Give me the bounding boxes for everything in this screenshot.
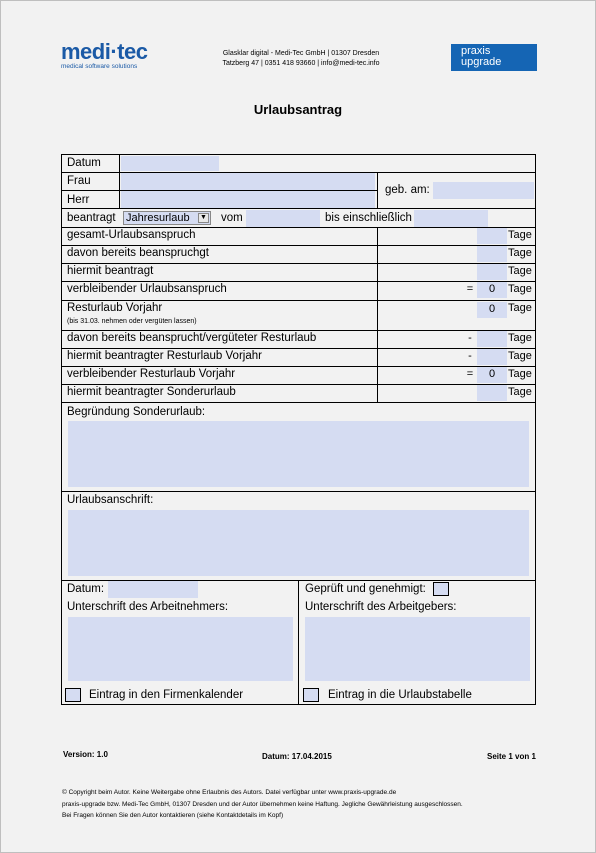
medi-tec-logo: [61, 41, 161, 71]
unterschrift-ag-field[interactable]: [305, 617, 530, 681]
col-line: [377, 227, 378, 403]
col-line: [377, 172, 378, 208]
row-label: davon bereits beanspruchgt: [67, 247, 209, 259]
row-line: [61, 366, 535, 367]
row-line: [61, 208, 535, 209]
row-unit: Tage: [508, 332, 532, 344]
row-line: [61, 402, 535, 403]
row-unit: Tage: [508, 302, 532, 314]
frau-label: Frau: [67, 175, 91, 187]
row-value-field[interactable]: [477, 264, 507, 280]
beantragt-label: beantragt: [67, 212, 116, 224]
geprueft-checkbox[interactable]: [433, 582, 449, 596]
logo-right-line1: praxis: [461, 45, 491, 57]
row-unit: Tage: [508, 283, 532, 295]
row-operator: -: [468, 332, 472, 344]
anschrift-label: Urlaubsanschrift:: [67, 494, 154, 506]
row-operator: -: [468, 350, 472, 362]
row-unit: Tage: [508, 265, 532, 277]
unterschrift-an-label: Unterschrift des Arbeitnehmers:: [67, 601, 229, 613]
logo-brand-text: medi·tec: [61, 39, 148, 64]
page-title: Urlaubsantrag: [253, 102, 343, 117]
address-line-2: Tatzberg 47 | 0351 418 93660 | info@medi-tec.info: [222, 60, 380, 67]
urlaubsart-select[interactable]: [123, 211, 211, 225]
herr-label: Herr: [67, 194, 90, 206]
row-line: [61, 348, 535, 349]
row-label: hiermit beantragt: [67, 265, 154, 277]
datum-field[interactable]: [121, 156, 219, 171]
row-value: 0: [488, 368, 496, 380]
unterschrift-ag-label: Unterschrift des Arbeitgebers:: [305, 601, 457, 613]
table-border-top: [61, 154, 535, 155]
chevron-down-icon[interactable]: ▼: [198, 213, 209, 223]
row-value-field[interactable]: [477, 385, 507, 401]
firmenkalender-label: Eintrag in den Firmenkalender: [89, 689, 244, 701]
vom-field[interactable]: [246, 210, 320, 227]
urlaubstabelle-label: Eintrag in die Urlaubstabelle: [328, 689, 472, 701]
row-note: (bis 31.03. nehmen oder vergüten lassen): [67, 318, 197, 325]
row-line: [61, 263, 535, 264]
row-value: 0: [488, 283, 496, 295]
row-line: [61, 245, 535, 246]
begruendung-field[interactable]: [68, 421, 529, 487]
row-line: [61, 330, 535, 331]
row-line: [61, 300, 535, 301]
bis-field[interactable]: [414, 210, 488, 227]
copyright-line-1: © Copyright beim Autor. Keine Weitergabe ohne Erlaubnis des Autors. Datei verfügbar unter www.praxis-upgrade.de: [62, 789, 397, 796]
urlaubsart-value: Jahresurlaub: [126, 212, 190, 224]
geprueft-label: Geprüft und genehmigt:: [305, 583, 426, 595]
frau-field[interactable]: [121, 173, 375, 190]
unterschrift-an-field[interactable]: [68, 617, 293, 681]
row-label: verbleibender Resturlaub Vorjahr: [67, 368, 236, 380]
row-value-field[interactable]: [477, 246, 507, 262]
bis-label: bis einschließlich: [325, 212, 412, 224]
herr-field[interactable]: [121, 191, 375, 208]
row-line: [61, 491, 535, 492]
row-line: [61, 227, 535, 228]
copyright-line-3: Bei Fragen können Sie den Autor kontaktieren (siehe Kontaktdetails im Kopf): [62, 812, 284, 819]
footer-copyright: [62, 787, 463, 822]
anschrift-field[interactable]: [68, 510, 529, 576]
row-unit: Tage: [508, 229, 532, 241]
row-line: [61, 281, 535, 282]
footer-version: Version: 1.0: [63, 750, 108, 759]
datum2-field[interactable]: [108, 581, 198, 598]
datum-label: Datum: [67, 157, 101, 169]
row-unit: Tage: [508, 368, 532, 380]
row-line: [61, 384, 535, 385]
table-border-left: [61, 154, 62, 705]
row-unit: Tage: [508, 386, 532, 398]
footer-datum: Datum: 17.04.2015: [262, 752, 332, 761]
datum2-label: Datum:: [67, 583, 105, 595]
urlaubstabelle-checkbox[interactable]: [303, 688, 319, 702]
row-value-field[interactable]: [477, 228, 507, 244]
row-label: verbleibender Urlaubsanspruch: [67, 283, 227, 295]
row-unit: Tage: [508, 350, 532, 362]
col-line: [119, 155, 120, 208]
row-label: gesamt-Urlaubsanspruch: [67, 229, 196, 241]
row-label: davon bereits beansprucht/vergüteter Resturlaub: [67, 332, 317, 344]
geb-am-field[interactable]: [433, 182, 534, 199]
row-label: Resturlaub Vorjahr: [67, 302, 163, 314]
address-line-1: Glasklar digital - Medi-Tec GmbH | 01307 Dresden: [222, 50, 380, 57]
row-operator: =: [466, 283, 474, 295]
table-border-right: [535, 154, 536, 705]
geb-am-label: geb. am:: [385, 184, 430, 196]
copyright-line-2: praxis-upgrade bzw. Medi-Tec GmbH, 01307 Dresden und der Autor übernehmen keine Haftung. Jegliche Gewährleistung ausgeschlossen.: [62, 800, 463, 808]
praxis-upgrade-logo: [451, 44, 537, 71]
footer-seite: Seite 1 von 1: [487, 752, 536, 761]
vom-label: vom: [221, 212, 243, 224]
row-label: hiermit beantragter Sonderurlaub: [67, 386, 236, 398]
row-value: 0: [488, 303, 496, 315]
col-line: [298, 580, 299, 705]
row-unit: Tage: [508, 247, 532, 259]
header-address: [201, 49, 401, 69]
firmenkalender-checkbox[interactable]: [65, 688, 81, 702]
row-label: hiermit beantragter Resturlaub Vorjahr: [67, 350, 262, 362]
begruendung-label: Begründung Sonderurlaub:: [67, 406, 206, 418]
logo-tagline: medical software solutions: [61, 63, 138, 70]
row-value-field[interactable]: [477, 349, 507, 365]
row-operator: =: [466, 368, 474, 380]
row-value-field[interactable]: [477, 331, 507, 347]
logo-right-line2: upgrade: [461, 56, 502, 68]
